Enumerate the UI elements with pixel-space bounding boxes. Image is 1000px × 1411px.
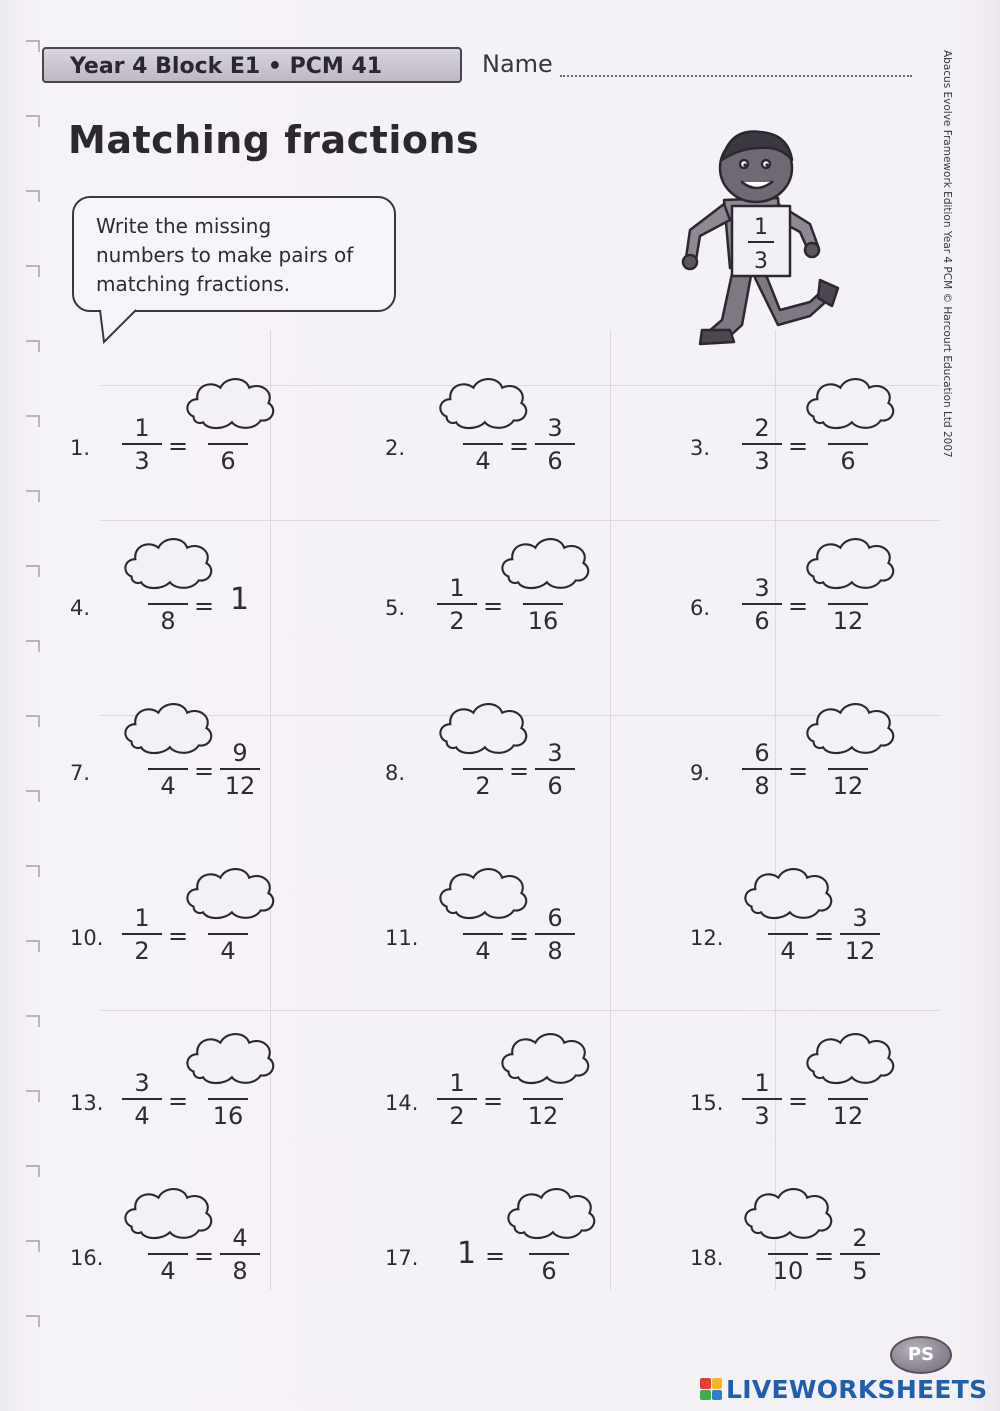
background-rule bbox=[100, 1010, 940, 1011]
denominator: 8 bbox=[754, 772, 770, 800]
fraction-bar bbox=[463, 768, 503, 770]
denominator: 4 bbox=[134, 1102, 150, 1130]
fraction-bar bbox=[828, 603, 868, 605]
equals-sign: = bbox=[194, 757, 215, 785]
block-label-bar bbox=[42, 47, 462, 83]
ps-badge: PS bbox=[890, 1336, 952, 1374]
block-label: Year 4 Block E1 • PCM 41 bbox=[70, 54, 383, 79]
question-item bbox=[70, 540, 350, 660]
equals-sign: = bbox=[485, 1242, 506, 1270]
right-fraction bbox=[218, 739, 262, 801]
bubble-tail bbox=[96, 308, 156, 348]
equals-sign: = bbox=[814, 1242, 835, 1270]
denominator: 2 bbox=[134, 937, 150, 965]
equals-sign: = bbox=[814, 922, 835, 950]
fraction-bar bbox=[535, 933, 575, 935]
fraction-bar bbox=[437, 1098, 477, 1100]
fraction-bar bbox=[535, 443, 575, 445]
left-fraction bbox=[766, 904, 810, 966]
right-fraction bbox=[826, 1069, 870, 1131]
left-fraction bbox=[435, 574, 479, 636]
denominator: 6 bbox=[547, 772, 563, 800]
question-number: 7. bbox=[70, 761, 91, 785]
denominator: 12 bbox=[527, 1102, 559, 1130]
numerator: 3 bbox=[754, 574, 770, 602]
left-fraction bbox=[120, 1069, 164, 1131]
right-fraction bbox=[533, 904, 577, 966]
liveworksheets-watermark bbox=[700, 1374, 987, 1404]
page-title: Matching fractions bbox=[68, 118, 480, 162]
fraction-bar bbox=[463, 933, 503, 935]
denominator: 4 bbox=[475, 937, 491, 965]
question-item bbox=[385, 870, 665, 990]
fraction-bar bbox=[148, 1253, 188, 1255]
fraction-bar bbox=[220, 768, 260, 770]
right-fraction bbox=[527, 1224, 571, 1286]
denominator: 16 bbox=[212, 1102, 244, 1130]
question-item bbox=[70, 870, 350, 990]
right-fraction bbox=[206, 904, 250, 966]
question-item bbox=[690, 1035, 970, 1155]
denominator: 2 bbox=[449, 1102, 465, 1130]
question-number: 6. bbox=[690, 596, 711, 620]
question-item bbox=[385, 705, 665, 825]
fraction-bar bbox=[523, 603, 563, 605]
denominator: 12 bbox=[832, 772, 864, 800]
question-item bbox=[690, 1190, 970, 1310]
numerator: 6 bbox=[754, 739, 770, 767]
left-fraction bbox=[461, 904, 505, 966]
question-item bbox=[690, 705, 970, 825]
equals-sign: = bbox=[194, 1242, 215, 1270]
numerator: 1 bbox=[134, 414, 150, 442]
question-number: 15. bbox=[690, 1091, 724, 1115]
question-number: 2. bbox=[385, 436, 406, 460]
instruction-bubble bbox=[72, 196, 396, 312]
question-number: 5. bbox=[385, 596, 406, 620]
denominator: 3 bbox=[754, 1102, 770, 1130]
fraction-bar bbox=[463, 443, 503, 445]
question-number: 8. bbox=[385, 761, 406, 785]
equals-sign: = bbox=[788, 592, 809, 620]
denominator: 6 bbox=[547, 447, 563, 475]
question-item bbox=[690, 380, 970, 500]
fraction-bar bbox=[523, 1098, 563, 1100]
question-item bbox=[70, 380, 350, 500]
question-number: 11. bbox=[385, 926, 419, 950]
question-item bbox=[385, 540, 665, 660]
left-fraction bbox=[146, 574, 190, 636]
left-fraction bbox=[461, 414, 505, 476]
denominator: 2 bbox=[475, 772, 491, 800]
numerator: 2 bbox=[852, 1224, 868, 1252]
question-number: 18. bbox=[690, 1246, 724, 1270]
fraction-bar bbox=[828, 768, 868, 770]
fraction-bar bbox=[437, 603, 477, 605]
numerator: 9 bbox=[232, 739, 248, 767]
denominator: 6 bbox=[840, 447, 856, 475]
right-fraction bbox=[521, 574, 565, 636]
numerator: 3 bbox=[134, 1069, 150, 1097]
denominator: 2 bbox=[449, 607, 465, 635]
denominator: 12 bbox=[832, 607, 864, 635]
fraction-bar bbox=[840, 1253, 880, 1255]
numerator: 3 bbox=[547, 414, 563, 442]
name-label: Name bbox=[482, 50, 553, 78]
fraction-bar bbox=[122, 933, 162, 935]
equals-sign: = bbox=[483, 592, 504, 620]
left-fraction bbox=[120, 904, 164, 966]
fraction-bar bbox=[208, 933, 248, 935]
question-item bbox=[70, 705, 350, 825]
denominator: 3 bbox=[134, 447, 150, 475]
right-fraction bbox=[826, 574, 870, 636]
denominator: 4 bbox=[780, 937, 796, 965]
mascot-card-denominator: 3 bbox=[754, 249, 768, 274]
left-fraction bbox=[461, 739, 505, 801]
denominator: 8 bbox=[232, 1257, 248, 1285]
denominator: 6 bbox=[541, 1257, 557, 1285]
left-fraction bbox=[740, 739, 784, 801]
numerator: 1 bbox=[134, 904, 150, 932]
right-fraction bbox=[206, 414, 250, 476]
question-item bbox=[70, 1190, 350, 1310]
left-fraction bbox=[740, 1069, 784, 1131]
denominator: 3 bbox=[754, 447, 770, 475]
left-fraction bbox=[435, 1069, 479, 1131]
denominator: 16 bbox=[527, 607, 559, 635]
fraction-bar bbox=[208, 1098, 248, 1100]
fraction-bar bbox=[535, 768, 575, 770]
left-fraction bbox=[146, 1224, 190, 1286]
fraction-bar bbox=[828, 1098, 868, 1100]
question-number: 3. bbox=[690, 436, 711, 460]
right-fraction bbox=[533, 739, 577, 801]
numerator: 1 bbox=[449, 574, 465, 602]
equals-sign: = bbox=[509, 432, 530, 460]
denominator: 12 bbox=[832, 1102, 864, 1130]
binding-marks bbox=[26, 40, 44, 1370]
numerator: 3 bbox=[547, 739, 563, 767]
numerator: 3 bbox=[852, 904, 868, 932]
question-number: 17. bbox=[385, 1246, 419, 1270]
instruction-line: Write the missing bbox=[96, 214, 272, 238]
left-fraction bbox=[146, 739, 190, 801]
question-item bbox=[70, 1035, 350, 1155]
background-rule bbox=[100, 520, 940, 521]
fraction-bar bbox=[148, 768, 188, 770]
mascot-boy-image bbox=[660, 120, 850, 350]
equals-sign: = bbox=[168, 432, 189, 460]
fraction-bar bbox=[840, 933, 880, 935]
question-item bbox=[690, 540, 970, 660]
denominator: 6 bbox=[754, 607, 770, 635]
denominator: 8 bbox=[547, 937, 563, 965]
question-item bbox=[690, 870, 970, 990]
left-fraction bbox=[740, 414, 784, 476]
right-fraction bbox=[533, 414, 577, 476]
fraction-bar bbox=[122, 1098, 162, 1100]
fraction-bar bbox=[768, 933, 808, 935]
question-number: 9. bbox=[690, 761, 711, 785]
equals-sign: = bbox=[168, 922, 189, 950]
denominator: 4 bbox=[160, 772, 176, 800]
instruction-line: matching fractions. bbox=[96, 272, 291, 296]
instruction-line: numbers to make pairs of bbox=[96, 243, 354, 267]
equals-sign: = bbox=[788, 432, 809, 460]
right-fraction bbox=[218, 1224, 262, 1286]
side-credit-text: Abacus Evolve Framework Edition Year 4 PCM © Harcourt Education Ltd 2007 bbox=[941, 50, 953, 458]
denominator: 8 bbox=[160, 607, 176, 635]
question-item bbox=[385, 1190, 665, 1310]
question-number: 13. bbox=[70, 1091, 104, 1115]
denominator: 4 bbox=[475, 447, 491, 475]
mascot-card-numerator: 1 bbox=[754, 215, 768, 240]
fraction-bar bbox=[828, 443, 868, 445]
watermark-text: LIVEWORKSHEETS bbox=[726, 1374, 988, 1404]
question-number: 16. bbox=[70, 1246, 104, 1270]
numerator: 1 bbox=[754, 1069, 770, 1097]
fraction-bar bbox=[220, 1253, 260, 1255]
equals-sign: = bbox=[509, 757, 530, 785]
question-number: 14. bbox=[385, 1091, 419, 1115]
denominator: 6 bbox=[220, 447, 236, 475]
fraction-bar bbox=[148, 603, 188, 605]
equals-sign: = bbox=[483, 1087, 504, 1115]
right-fraction bbox=[826, 739, 870, 801]
question-item bbox=[385, 380, 665, 500]
question-item bbox=[385, 1035, 665, 1155]
question-number: 12. bbox=[690, 926, 724, 950]
numerator: 2 bbox=[754, 414, 770, 442]
right-fraction bbox=[206, 1069, 250, 1131]
equals-sign: = bbox=[788, 757, 809, 785]
denominator: 4 bbox=[160, 1257, 176, 1285]
denominator: 10 bbox=[772, 1257, 804, 1285]
fraction-bar bbox=[742, 768, 782, 770]
right-fraction bbox=[838, 904, 882, 966]
question-number: 10. bbox=[70, 926, 104, 950]
numerator: 6 bbox=[547, 904, 563, 932]
fraction-bar bbox=[742, 443, 782, 445]
fraction-bar bbox=[742, 603, 782, 605]
left-fraction bbox=[120, 414, 164, 476]
equals-sign: = bbox=[168, 1087, 189, 1115]
fraction-bar bbox=[768, 1253, 808, 1255]
liveworksheets-logo-icon bbox=[700, 1378, 722, 1400]
question-number: 1. bbox=[70, 436, 91, 460]
numerator: 4 bbox=[232, 1224, 248, 1252]
equals-sign: = bbox=[788, 1087, 809, 1115]
fraction-bar bbox=[742, 1098, 782, 1100]
left-fraction bbox=[766, 1224, 810, 1286]
right-fraction bbox=[838, 1224, 882, 1286]
fraction-bar bbox=[122, 443, 162, 445]
equals-sign: = bbox=[194, 592, 215, 620]
denominator: 12 bbox=[224, 772, 256, 800]
right-fraction bbox=[826, 414, 870, 476]
whole-number: 1 bbox=[230, 582, 250, 617]
denominator: 5 bbox=[852, 1257, 868, 1285]
fraction-bar bbox=[208, 443, 248, 445]
name-input-line[interactable] bbox=[560, 75, 912, 77]
question-number: 4. bbox=[70, 596, 91, 620]
fraction-bar bbox=[529, 1253, 569, 1255]
right-fraction bbox=[521, 1069, 565, 1131]
numerator: 1 bbox=[449, 1069, 465, 1097]
denominator: 4 bbox=[220, 937, 236, 965]
denominator: 12 bbox=[844, 937, 876, 965]
left-fraction bbox=[740, 574, 784, 636]
whole-number: 1 bbox=[457, 1236, 477, 1271]
equals-sign: = bbox=[509, 922, 530, 950]
